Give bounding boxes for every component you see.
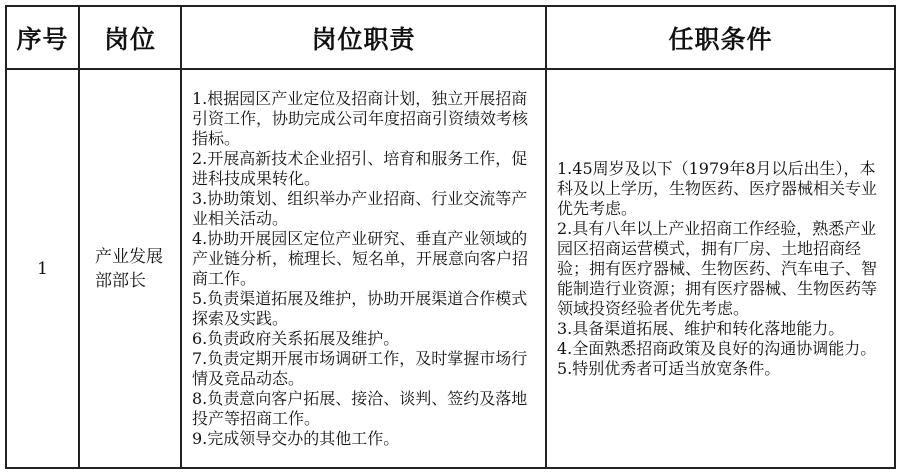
header-row [6,6,895,69]
duty-item: 8.负责意向客户拓展、接洽、谈判、签约及落地投产等招商工作。 [192,388,528,428]
duty-item: 3.协助策划、组织举办产业招商、行业交流等产业相关活动。 [192,188,528,228]
duty-item: 9.完成领导交办的其他工作。 [192,428,400,448]
row-no: 1 [6,69,79,468]
requirements-list [547,155,894,383]
duty-item: 2.开展高新技术企业招引、培育和服务工作，促进科技成果转化。 [192,148,528,188]
duty-item: 5.负责渠道拓展及维护，协助开展渠道合作模式探索及实践。 [192,288,528,328]
header-duties: 岗位职责 [181,6,546,69]
row-duties-cell [181,69,546,468]
duty-item: 1.根据园区产业定位及招商计划，独立开展招商引资工作，协助完成公司年度招商引资绩效考核指标。 [192,88,529,148]
requirement-item: 3.具备渠道拓展、维护和转化落地能力。 [557,318,845,338]
row-position-cell [79,69,181,468]
row-position: 产业发展部部长 [95,246,163,291]
requirement-item: 5.特别优秀者可适当放宽条件。 [557,358,781,378]
duty-item: 6.负责政府关系拓展及维护。 [192,328,400,348]
requirement-item: 1.45周岁及以下（1979年8月以后出生），本科及以上学历，生物医药、医疗器械相关专业优先考虑。 [557,158,878,218]
row-requirements-cell [546,69,895,468]
job-table-container [5,5,894,469]
table-row [6,69,895,468]
requirement-item: 4.全面熟悉招商政策及良好的沟通协调能力。 [557,338,877,358]
job-table [5,5,896,469]
duty-item: 7.负责定期开展市场调研工作，及时掌握市场行情及竞品动态。 [192,348,528,388]
duty-item: 4.协助开展园区定位产业研究、垂直产业领域的产业链分析，梳理长、短名单，开展意向客户招商工作。 [192,228,529,288]
header-position: 岗位 [79,6,181,69]
duties-list [182,85,545,453]
requirement-item: 2.具有八年以上产业招商工作经验，熟悉产业园区招商运营模式，拥有厂房、土地招商经验；拥有医疗器械、生物医药、汽车电子、智能制造行业资源；拥有医疗器械、生物医药等领域投资经验者优先考虑。 [557,218,878,318]
header-no: 序号 [6,6,79,69]
header-requirements: 任职条件 [546,6,895,69]
